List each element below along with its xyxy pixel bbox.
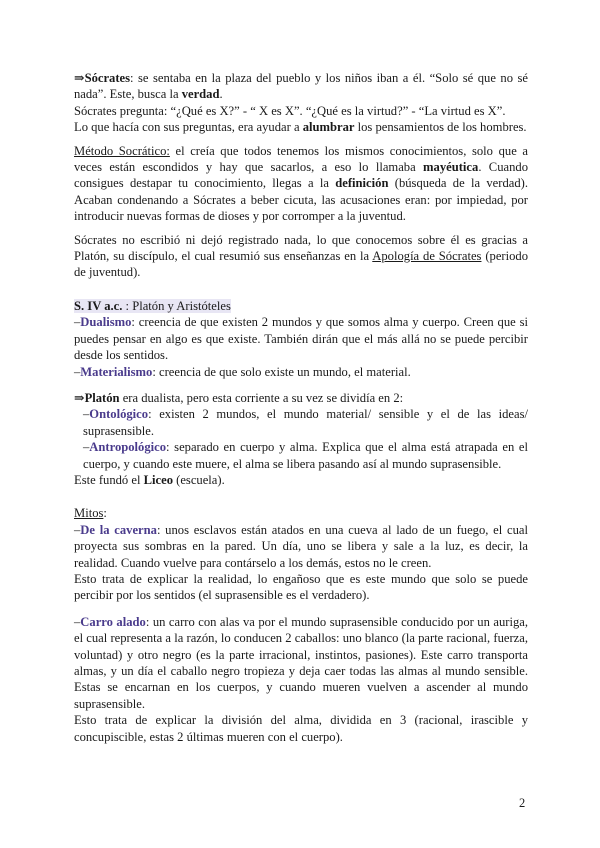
arrow-icon: ⇒ <box>74 390 85 405</box>
mitos-heading-colon: : <box>103 506 107 521</box>
ontologico-text: : existen 2 mundos, el mundo material/ sensible y el de las ideas/ suprasensible. <box>83 407 528 438</box>
mitos-heading <box>74 505 528 521</box>
page-content <box>74 70 528 745</box>
carro-item <box>74 614 528 712</box>
siglo-heading <box>74 298 528 314</box>
siglo-heading-rest: : Platón y Aristóteles <box>122 298 231 313</box>
carro-term: Carro alado <box>80 614 146 629</box>
materialismo-item <box>74 364 528 380</box>
mitos-heading-text: Mitos <box>74 506 104 521</box>
caverna-term: De la caverna <box>80 522 157 537</box>
ontologico-term: Ontológico <box>89 407 149 422</box>
dash-icon: – <box>74 315 81 330</box>
dualismo-text: : creencia de que existen 2 mundos y que somos alma y cuerpo. Creen que si puedes pensar en algo es que existe. También dirán que el más allá no se puede percibir desde los sentidos. <box>74 315 528 363</box>
dash-icon: – <box>74 614 81 629</box>
carro-explanation: Esto trata de explicar la división del alma, dividida en 3 (racional, irascible y concupiscible, estas 2 últimas mueren con el cuerpo). <box>74 713 528 744</box>
metodo-socratico-paragraph <box>74 143 528 225</box>
materialismo-term: Materialismo <box>80 364 153 379</box>
dualismo-item <box>74 314 528 363</box>
page-number: 2 <box>519 796 526 810</box>
socrates-questions: Sócrates pregunta: “¿Qué es X?” - “ X es X”. “¿Qué es la virtud?” - “La virtud es X”. <box>74 103 506 118</box>
legado-paragraph <box>74 232 528 281</box>
siglo-heading-bold: S. IV a.c. <box>74 298 123 313</box>
arrow-icon: ⇒ <box>74 71 85 85</box>
metodo-text-b: . Cuando consigues destapar tu conocimiento, llegas a la <box>74 160 528 191</box>
carro-text: : un carro con alas va por el mundo suprasensible conducido por un auriga, el cual representa a la razón, lo conducen 2 caballos: uno blanco (la parte racional, fuerza, voluntad) y otro negro (es la parte irracional, instintos, pasiones). Este carro transporta almas, y un día el caballo negro tropieza y deja caer todas las almas al mundo sensible. Estas se encarnan en los cuerpos, y cuando mueren vuelven a ascender al mundo suprasensible. <box>74 614 528 711</box>
metodo-text-c: (búsqueda de la verdad). Acaban condenando a Sócrates a beber cicuta, las acusaciones eran: por impiedad, por introducir nuevas formas de dioses y por corromper a la juventud. <box>74 176 528 224</box>
materialismo-text: : creencia de que solo existe un mundo, el material. <box>152 364 411 379</box>
socrates-helped-text-b: los pensamientos de los hombres. <box>354 120 527 135</box>
apologia-book-title: Apología de Sócrates <box>372 249 482 264</box>
mayeutica-term: mayéutica <box>423 160 479 175</box>
caverna-text: : unos esclavos están atados en una cueva al lado de un fuego, el cual proyecta sus sombras en la pared. Un día, uno se libera y sale a la luz, es decir, la realidad. Cuando vuelve para contárselo a los demás, estos no le creen. <box>74 522 528 570</box>
platon-name: Platón <box>84 390 120 405</box>
definicion-term: definición <box>335 176 389 191</box>
platon-text: era dualista, pero esta corriente a su vez se dividía en 2: <box>119 390 404 405</box>
dash-icon: – <box>74 522 81 537</box>
metodo-text-a: el creía que todos tenemos los mismos conocimientos, solo que a veces están escondidos y hay que sacarlos, a eso lo llamaba <box>74 143 529 175</box>
metodo-heading: Método Socrático: <box>74 143 170 158</box>
platon-intro <box>74 390 528 406</box>
liceo-term: Liceo <box>143 472 173 487</box>
legado-text-a: Sócrates no escribió ni dejó registrado nada, lo que conocemos sobre él es gracias a Platón, su discípulo, el cual resumió sus enseñanzas en la <box>74 232 528 264</box>
antropologico-item <box>74 439 528 472</box>
socrates-intro-end: . <box>219 87 223 102</box>
alumbrar-term: alumbrar <box>302 120 355 135</box>
socrates-name: Sócrates <box>84 71 131 85</box>
dash-icon: – <box>83 407 90 422</box>
ontologico-item <box>74 406 528 439</box>
socrates-helped-text-a: Lo que hacía con sus preguntas, era ayudar a <box>74 120 303 135</box>
antropologico-term: Antropológico <box>89 440 167 455</box>
liceo-text-a: Este fundó el <box>74 472 144 487</box>
socrates-intro <box>74 70 528 103</box>
dualismo-term: Dualismo <box>80 315 132 330</box>
liceo-text-b: (escuela). <box>173 472 225 487</box>
antropologico-text: : separado en cuerpo y alma. Explica que el alma está atrapada en el cuerpo, y cuando este muere, el alma se libera pasando así al mundo suprasensible. <box>83 440 528 471</box>
socrates-helped <box>74 119 528 135</box>
dash-icon: – <box>74 364 81 379</box>
caverna-explanation: Esto trata de explicar la realidad, lo engañoso que es este mundo que solo se puede percibir por los sentidos (el suprasensible es el verdadero). <box>74 571 528 603</box>
verdad-term: verdad <box>181 87 220 102</box>
dash-icon: – <box>83 440 90 455</box>
liceo-line <box>74 472 528 488</box>
legado-text-b: (periodo de juventud). <box>74 249 529 280</box>
caverna-item <box>74 522 528 571</box>
socrates-intro-text: : se sentaba en la plaza del pueblo y los niños iban a él. “Solo sé que no sé nada”. Este, busca la <box>74 71 528 102</box>
siglo-heading-highlight <box>74 299 231 313</box>
